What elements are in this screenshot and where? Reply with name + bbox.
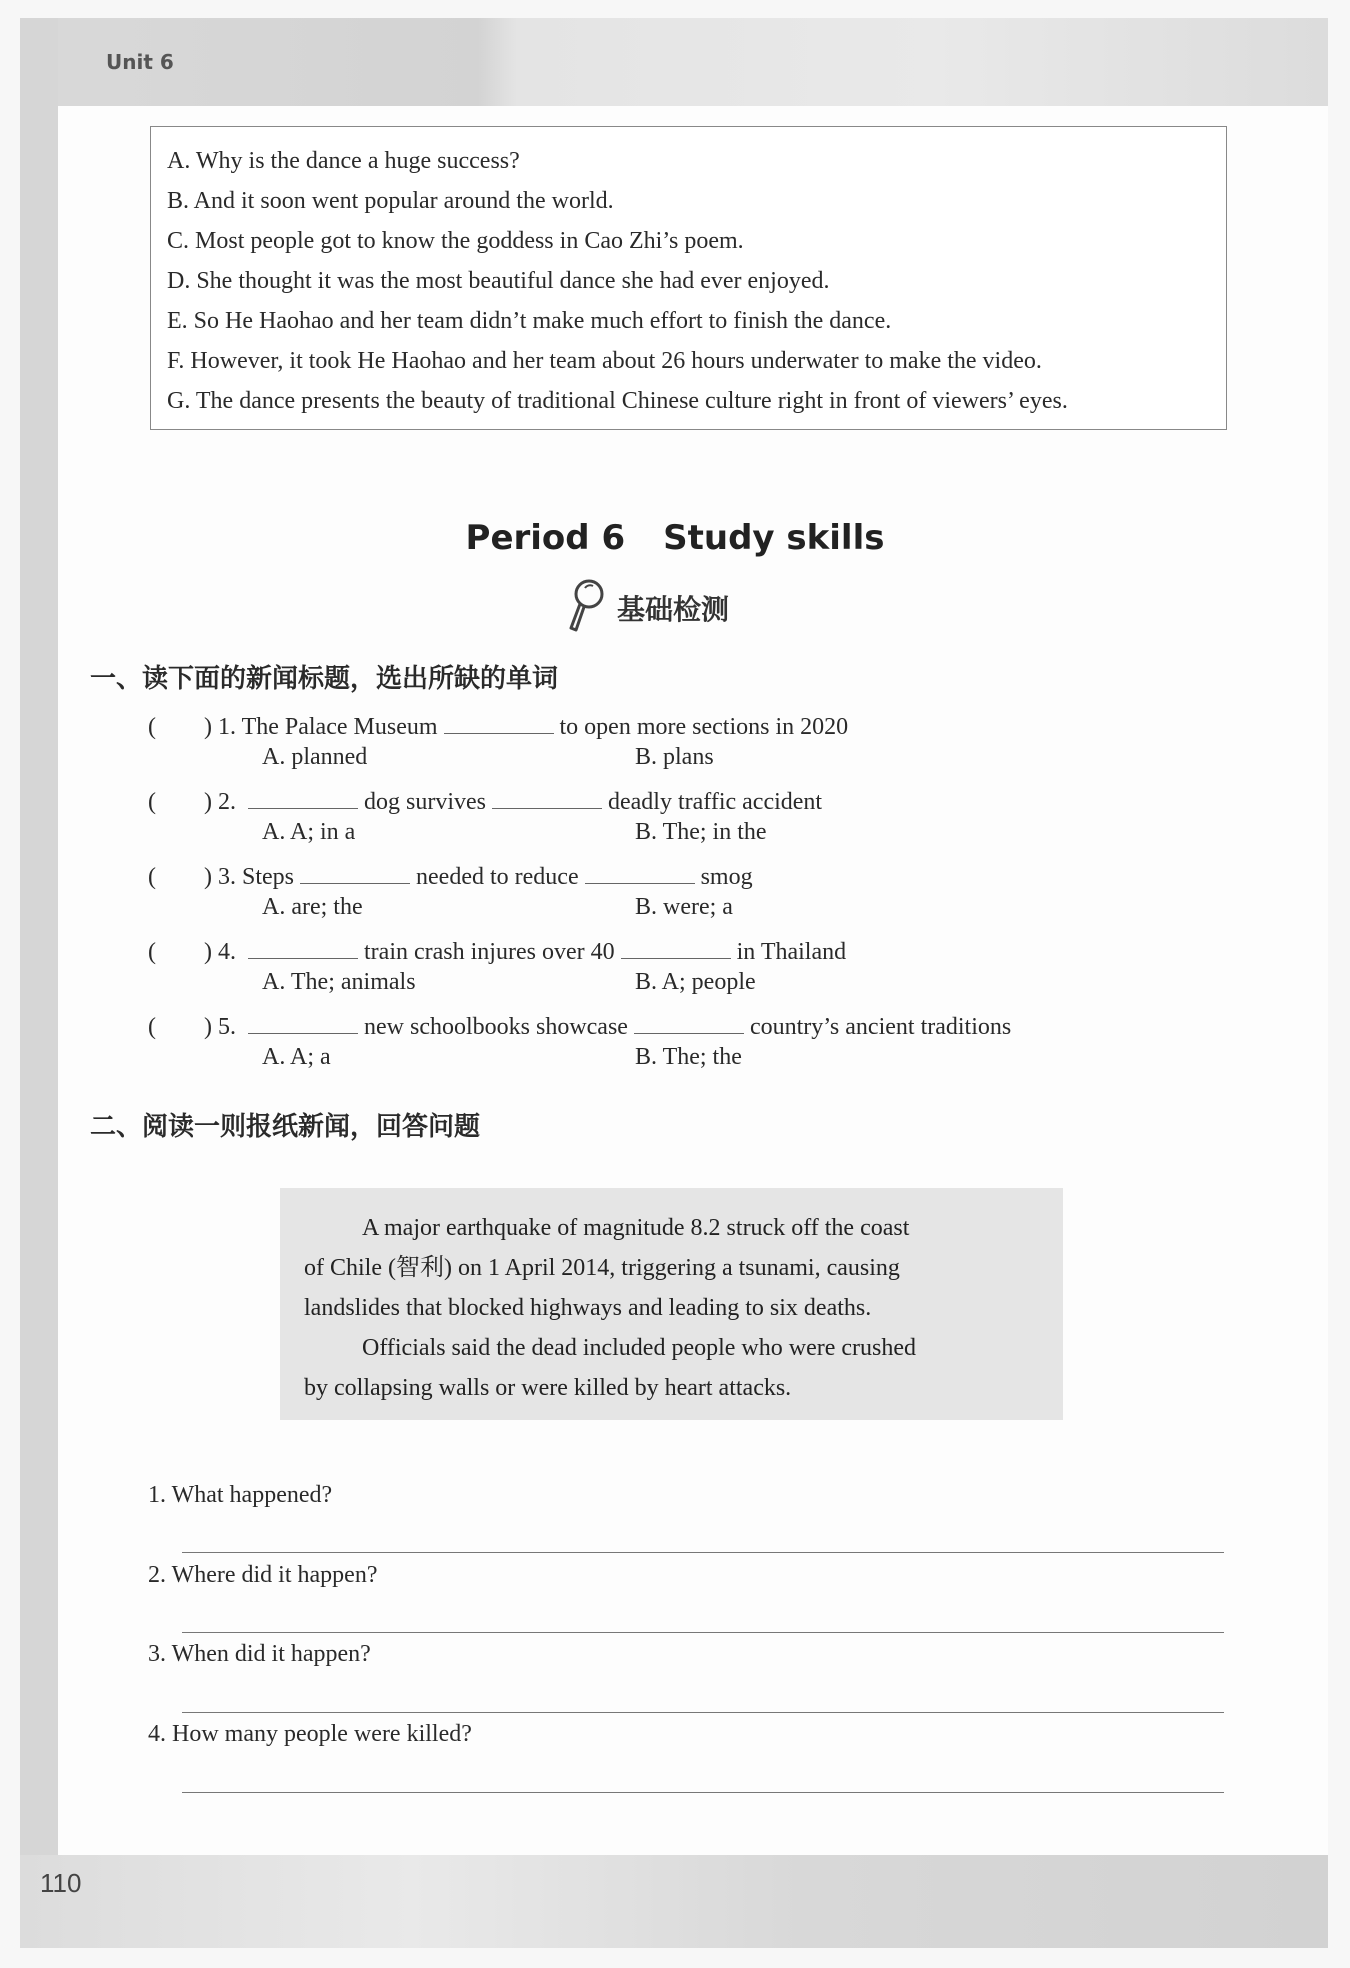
- comprehension-question-1: 1. What happened?: [148, 1482, 333, 1508]
- answer-line[interactable]: [182, 1632, 1224, 1633]
- question-text: to open more sections in 2020: [559, 714, 849, 740]
- section1-heading: 一、读下面的新闻标题，选出所缺的单词: [90, 664, 559, 694]
- choice-a[interactable]: A. The; animals: [262, 969, 416, 995]
- option-f: F. However, it took He Haohao and her team about 26 hours underwater to make the video.: [167, 348, 1042, 374]
- top-banner: [20, 18, 1328, 106]
- blank[interactable]: [444, 711, 554, 734]
- choice-b[interactable]: B. The; the: [635, 1044, 742, 1070]
- option-c: C. Most people got to know the goddess in Cao Zhi’s poem.: [167, 228, 744, 254]
- question-number: 3.: [218, 864, 236, 890]
- unit-label: Unit 6: [106, 50, 174, 74]
- choice-b[interactable]: B. The; in the: [635, 819, 767, 845]
- blank[interactable]: [621, 936, 731, 959]
- check-heading: [565, 580, 729, 636]
- blank[interactable]: [248, 1011, 358, 1034]
- news-excerpt: [280, 1188, 1063, 1420]
- news-line: by collapsing walls or were killed by heart attacks.: [304, 1375, 792, 1401]
- left-margin-band: [20, 18, 58, 1948]
- question-text: country’s ancient traditions: [749, 1014, 1012, 1040]
- options-box: [150, 126, 1227, 430]
- comprehension-question-2: 2. Where did it happen?: [148, 1562, 378, 1588]
- choice-a[interactable]: A. A; in a: [262, 819, 356, 845]
- blank[interactable]: [300, 861, 410, 884]
- question-text: in Thailand: [736, 939, 847, 965]
- news-line: A major earthquake of magnitude 8.2 struck off the coast: [362, 1215, 910, 1241]
- comprehension-question-3: 3. When did it happen?: [148, 1641, 371, 1667]
- option-a: A. Why is the dance a huge success?: [167, 148, 520, 174]
- question-number: 2.: [218, 789, 236, 815]
- blank[interactable]: [248, 936, 358, 959]
- answer-paren[interactable]: ( ): [148, 1014, 212, 1040]
- choice-a[interactable]: A. A; a: [262, 1044, 331, 1070]
- question-3: [148, 856, 753, 891]
- answer-line[interactable]: [182, 1712, 1224, 1713]
- period-topic: Study skills: [663, 518, 885, 558]
- news-line: landslides that blocked highways and leading to six deaths.: [304, 1295, 872, 1321]
- answer-line[interactable]: [182, 1792, 1224, 1793]
- blank[interactable]: [492, 786, 602, 809]
- option-g: G. The dance presents the beauty of traditional Chinese culture right in front of viewers’ eyes.: [167, 388, 1068, 414]
- question-text: dog survives: [364, 789, 486, 815]
- comprehension-question-4: 4. How many people were killed?: [148, 1721, 472, 1747]
- question-number: 5.: [218, 1014, 236, 1040]
- question-text: deadly traffic accident: [608, 789, 823, 815]
- question-text: Steps: [242, 864, 295, 890]
- page-number: 110: [40, 1868, 82, 1898]
- choice-b[interactable]: B. were; a: [635, 894, 733, 920]
- question-2: [148, 781, 822, 816]
- question-5: [148, 1006, 1011, 1041]
- choice-a[interactable]: A. are; the: [262, 894, 363, 920]
- news-line: of Chile (智利) on 1 April 2014, triggering a tsunami, causing: [304, 1255, 900, 1281]
- period-number: Period 6: [465, 518, 626, 558]
- option-e: E. So He Haohao and her team didn’t make much effort to finish the dance.: [167, 308, 892, 334]
- question-number: 1.: [218, 714, 236, 740]
- bottom-banner: [20, 1855, 1328, 1948]
- check-heading-label: 基础检测: [617, 593, 730, 626]
- question-text: The Palace Museum: [241, 714, 438, 740]
- section2-heading: 二、阅读一则报纸新闻，回答问题: [90, 1112, 481, 1142]
- question-text: needed to reduce: [416, 864, 579, 890]
- question-1: [148, 706, 848, 741]
- period-title: [0, 518, 1350, 558]
- choice-a[interactable]: A. planned: [262, 744, 368, 770]
- answer-paren[interactable]: ( ): [148, 939, 212, 965]
- answer-paren[interactable]: ( ): [148, 864, 212, 890]
- news-line: Officials said the dead included people who were crushed: [362, 1335, 917, 1361]
- choice-b[interactable]: B. A; people: [635, 969, 756, 995]
- answer-paren[interactable]: ( ): [148, 789, 212, 815]
- question-text: new schoolbooks showcase: [364, 1014, 628, 1040]
- magnifier-icon: [565, 578, 607, 638]
- blank[interactable]: [248, 786, 358, 809]
- answer-line[interactable]: [182, 1552, 1224, 1553]
- blank[interactable]: [585, 861, 695, 884]
- option-b: B. And it soon went popular around the world.: [167, 188, 614, 214]
- answer-paren[interactable]: ( ): [148, 714, 212, 740]
- question-number: 4.: [218, 939, 236, 965]
- question-text: smog: [700, 864, 753, 890]
- question-4: [148, 931, 846, 966]
- blank[interactable]: [634, 1011, 744, 1034]
- question-text: train crash injures over 40: [364, 939, 615, 965]
- option-d: D. She thought it was the most beautiful dance she had ever enjoyed.: [167, 268, 830, 294]
- choice-b[interactable]: B. plans: [635, 744, 714, 770]
